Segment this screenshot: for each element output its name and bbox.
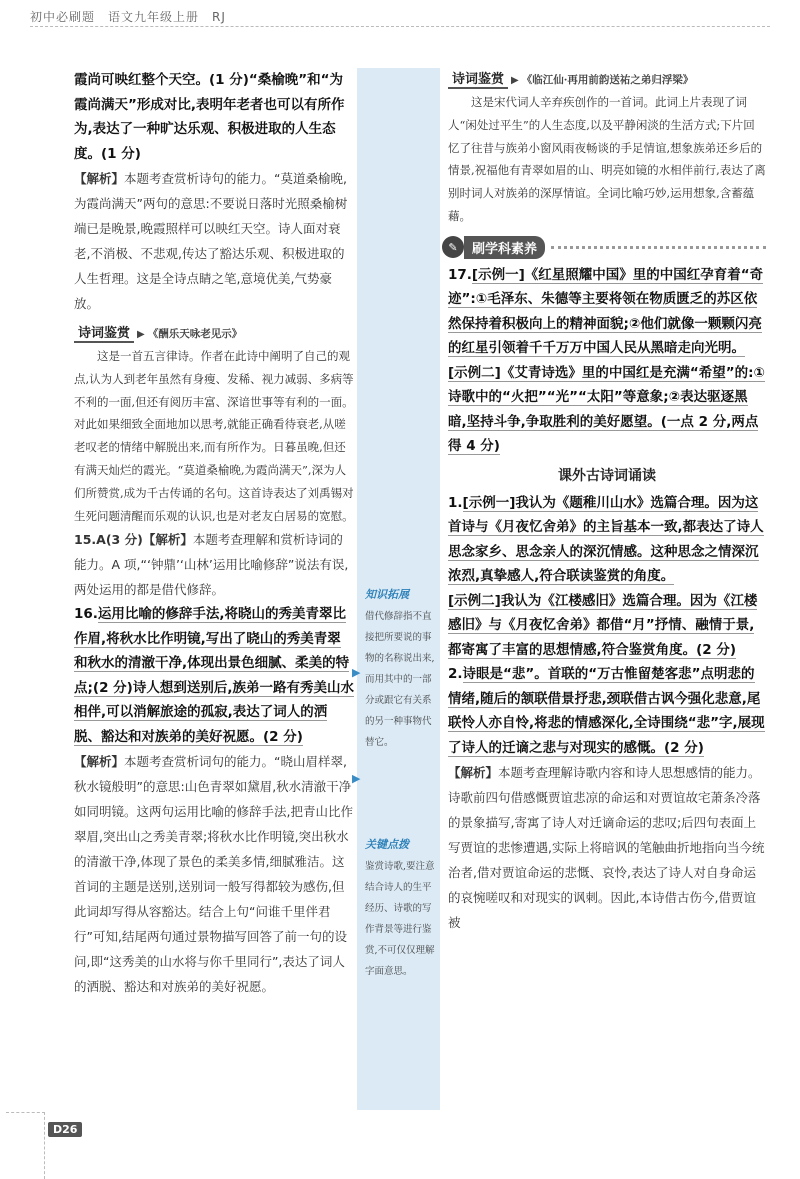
- section-title: 《酬乐天咏老见示》: [147, 328, 243, 340]
- triangle-icon: ▶: [511, 75, 519, 86]
- a1: [448, 491, 766, 589]
- corner-mark: [6, 1112, 45, 1179]
- analysis-label: 【解析】: [74, 171, 125, 186]
- dotted-divider: [551, 246, 766, 249]
- a2: [448, 662, 766, 760]
- q14-analysis: [74, 166, 354, 316]
- q15-number: 15.: [74, 532, 97, 548]
- section-title: 《临江仙·再用前韵送祐之弟归浮梁》: [521, 74, 694, 86]
- q17: [448, 263, 766, 361]
- q15: [74, 527, 354, 602]
- poem-appreciation: 这是宋代词人辛弃疾创作的一首词。此词上片表现了词人“闲处过平生”的人生态度,以及平静闲淡的生活方式;下片回忆了往昔与族弟小窗风雨夜畅谈的手足情谊,想象族弟还乡后的情景,祝福他有青翠如眉的山、明亮如镜的水相伴前行,表达了离别时词人对族弟的深厚情谊。全词比喻巧妙,运用想象,含蓄蕴藉。: [448, 95, 766, 223]
- a2-label: 【解析】: [448, 765, 499, 781]
- running-header: 初中必刷题 语文九年级上册 RJ: [30, 10, 226, 24]
- tip-title: 知识拓展: [365, 588, 409, 601]
- subject-literacy-banner: [442, 236, 766, 259]
- brush-icon: ✎: [442, 236, 464, 258]
- a1-example1: [示例一]我认为《题稚川山水》选篇合理。因为这首诗与《月夜忆舍弟》的主旨基本一致,都表达了诗人思念家乡、思念亲人的深沉情感。这种思念之情深沉浓烈,真挚感人,符合联读鉴赏的角度。: [448, 494, 764, 585]
- q17-example1: [示例一]《红星照耀中国》里的中国红孕育着“奇迹”:①毛泽东、朱德等主要将领在物质匮乏的苏区依然保持着积极向上的精神面貌;②他们就像一颗颗闪亮的红星引领着千千万万中国人民从黑暗走向光明。: [448, 266, 764, 357]
- q16-analysis: [74, 749, 354, 999]
- poem-appreciation: 这是一首五言律诗。作者在此诗中阐明了自己的观点,认为人到老年虽然有身瘦、发稀、视力减弱、多病等不利的一面,但还有阅历丰富、深谙世事等有利的一面。对此如果细致全面地加以思考,就能正确看待衰老,从嗟老叹老的情绪中解脱出来,而有所作为。日暮虽晚,但还有满天灿烂的霞光。“莫道桑榆晚,为霞尚满天”,深为人们所赞赏,成为千古传诵的名句。这首诗表达了刘禹锡对生死问题清醒而乐观的认识,也是对老友白居易的宽慰。: [74, 349, 354, 523]
- q17-example2: [448, 361, 766, 459]
- tip-body: 借代修辞指不直接把所要说的事物的名称说出来,而用其中的一部分或跟它有关系的另一种事物代替它。: [365, 611, 435, 748]
- tip-key-point: [365, 836, 437, 982]
- section-tag: 诗词鉴赏: [448, 68, 508, 89]
- pointer-icon: ▶: [352, 772, 361, 785]
- q17-number: 17.: [448, 266, 472, 283]
- a2-answer: 诗眼是“悲”。首联的“万古惟留楚客悲”点明悲的情绪,随后的颔联借景抒悲,颈联借古讽今强化悲意,尾联怜人亦自怜,将悲的情感深化,全诗围绕“悲”字,展现了诗人的迁谪之悲与对现实的感慨。(2 分): [448, 666, 765, 756]
- q17-example2-text: [示例二]《艾青诗选》里的中国红是充满“希望”的:①诗歌中的“火把”“光”“太阳”等意象;②表达驱逐黑暗,坚持斗争,争取胜利的美好愿望。(一点 2 分,两点得 4 分): [448, 364, 765, 455]
- banner-title: 刷学科素养: [464, 236, 545, 259]
- pointer-icon: ▶: [352, 666, 361, 679]
- a1-example2: [448, 589, 766, 663]
- tip-body: 鉴赏诗歌,要注意结合诗人的生平经历、诗歌的写作背景等进行鉴赏,不可仅仅理解字面意思。: [365, 861, 435, 977]
- right-column: [448, 68, 766, 935]
- tip-knowledge: [365, 586, 437, 753]
- a1-example2-text: [示例二]我认为《江楼感旧》选篇合理。因为《江楼感旧》与《月夜忆舍弟》都借“月”抒情、融情于景,都寄寓了丰富的思想情感,符合鉴赏角度。(2 分): [448, 592, 758, 658]
- section-heading: [74, 322, 354, 343]
- q14-answer-continuation: 霞尚可映红整个天空。(1 分)“桑榆晚”和“为霞尚满天”形成对比,表明年老者也可以有所作为,表达了一种旷达乐观、积极进取的人生态度。(1 分): [74, 72, 345, 162]
- q16-number: 16.: [74, 606, 98, 623]
- q15-answer: A(3 分): [96, 532, 143, 548]
- section-heading: [448, 68, 766, 89]
- q15-label: 【解析】: [142, 532, 193, 548]
- page-number: D26: [48, 1122, 82, 1137]
- section-subheading: 课外古诗词诵读: [558, 467, 656, 484]
- margin-notes: [357, 68, 440, 1110]
- a2-number: 2.: [448, 666, 463, 683]
- q16-label: 【解析】: [74, 754, 125, 770]
- q16-text: 本题考查赏析词句的能力。“晓山眉样翠,秋水镜般明”的意思:山色青翠如黛眉,秋水清澈干净如同明镜。这两句运用比喻的修辞手法,把青山比作翠眉,突出山之秀美青翠;将秋水比作明镜,突出秋水的清澈干净,体现了景色的柔美多情,细腻雅洁。这首词的主题是送别,送别词一般写得都较为感伤,但此词却写得从容豁达。结合上句“问谁千里伴君行”可知,结尾两句通过景物描写回答了前一句的设问,即“这秀美的山水将与你千里同行”,表达了词人的洒脱、豁达和对族弟的美好祝愿。: [74, 754, 353, 995]
- a2-text: 本题考查理解诗歌内容和诗人思想感情的能力。诗歌前四句借感慨贾谊悲凉的命运和对贾谊故宅萧条冷落的景象描写,寄寓了诗人对迁谪命运的悲叹;后四句表面上写贾谊的悲惨遭遇,实际上将暗讽的笔触曲折地指向当今统治者,借对贾谊命运的悲慨、哀怜,表达了诗人对自身命运的哀惋嗟叹和对现实的讽刺。因此,本诗借古伤今,借贾谊被: [448, 765, 765, 931]
- triangle-icon: ▶: [137, 329, 145, 340]
- a1-number: 1.: [448, 494, 463, 511]
- q15-text: 本题考查理解和赏析诗词的能力。A 项,“‘钟鼎’‘山林’运用比喻修辞”说法有误,两处运用的都是借代修辞。: [74, 532, 349, 598]
- a2-analysis: [448, 760, 766, 935]
- section-tag: 诗词鉴赏: [74, 322, 134, 343]
- header-divider: [30, 26, 770, 27]
- tip-title: 关键点拨: [365, 838, 409, 851]
- left-column: [74, 68, 354, 999]
- analysis-text: 本题考查赏析诗句的能力。“莫道桑榆晚,为霞尚满天”两句的意思:不要说日落时光照桑榆树端已是晚景,晚霞照样可以映红天空。诗人面对衰老,不消极、不悲观,传达了豁达乐观、积极进取的人生哲理。这是全诗点睛之笔,意境优美,气势豪放。: [74, 171, 348, 311]
- q16-answer: 运用比喻的修辞手法,将晓山的秀美青翠比作眉,将秋水比作明镜,写出了晓山的秀美青翠和秋水的清澈干净,体现出景色细腻、柔美的特点;(2 分)诗人想到送别后,族弟一路有秀美山水相伴,可以消解旅途的孤寂,表达了词人的洒脱、豁达和对族弟的美好祝愿。(2 分): [74, 606, 354, 745]
- q16: [74, 602, 354, 749]
